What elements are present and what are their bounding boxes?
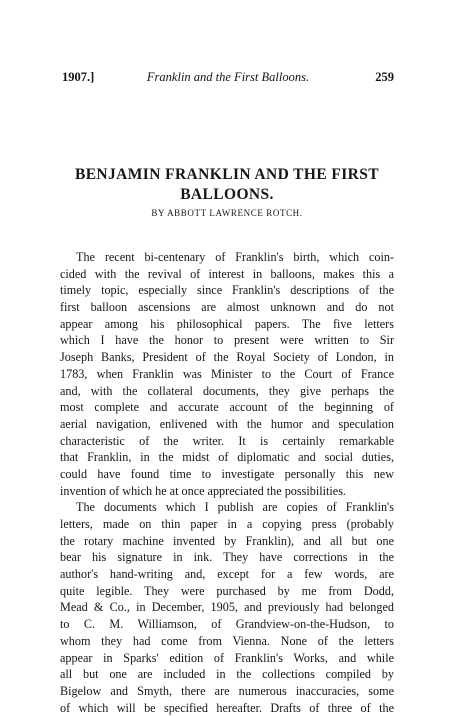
text-line: which I have the honor to present were written to Sir [60, 333, 394, 348]
text-line: all but one are included in the collections compiled by [60, 667, 394, 682]
text-line: bear his signature in ink. They have corrections in the [60, 550, 394, 565]
text-line: appear among his philosophical papers. The five letters [60, 316, 394, 331]
text-line: cided with the revival of interest in balloons, makes this a [60, 266, 394, 281]
article-title [60, 165, 394, 205]
article-byline: BY ABBOTT LAWRENCE ROTCH. [151, 208, 303, 218]
text-line: timely topic, especially since Franklin's descriptions of the [60, 283, 394, 298]
text-line: the rotary machine invented by Franklin), and all but one [60, 533, 394, 548]
running-head-title: Franklin and the First Balloons. [146, 70, 310, 84]
article-title-line: BALLOONS. [180, 186, 274, 203]
text-line: appear in Sparks' edition of Franklin's Works, and while [60, 650, 394, 665]
paragraph [60, 249, 394, 499]
text-line: invention of which he at once appreciated the possibilities. [60, 483, 346, 498]
text-line: first balloon ascensions are almost unknown and do not [60, 300, 394, 315]
text-line: The recent bi-centenary of Franklin's birth, which coin- [76, 250, 394, 264]
running-head [62, 69, 394, 85]
text-line: letters, made on thin paper in a copying press (probably [60, 517, 394, 531]
article-body [60, 249, 394, 716]
text-line: of which will be specified hereafter. Drafts of three of the [60, 700, 394, 715]
text-line: and, with the collateral documents, they give perhaps the [60, 383, 394, 398]
text-line: author's hand-writing and, except for a few words, are [60, 567, 394, 582]
text-line: Bigelow and Smyth, there are numerous inaccuracies, some [60, 683, 394, 698]
text-line: Joseph Banks, President of the Royal Society of London, in [60, 350, 394, 365]
article-title-line: BENJAMIN FRANKLIN AND THE FIRST [74, 166, 380, 183]
text-line: quite legible. They were purchased by me from Dodd, [60, 583, 394, 598]
text-line: characteristic of the writer. It is certainly remarkable [60, 433, 394, 448]
page-number: 259 [375, 70, 394, 84]
text-line: Mead & Co., in December, 1905, and previously had belonged [60, 600, 394, 615]
text-line: to C. M. Williamson, of Grandview-on-the-Hudson, to [60, 617, 394, 632]
text-line: aerial navigation, enlivened with the humor and speculation [60, 416, 394, 431]
text-line: that Franklin, in the midst of diplomatic and social duties, [60, 450, 394, 465]
text-line: The documents which I publish are copies of Franklin's [76, 500, 394, 515]
paragraph [60, 499, 394, 716]
text-line: most complete and accurate account of the beginning of [60, 400, 394, 415]
text-line: whom they had come from Vienna. None of the letters [60, 633, 394, 648]
running-head-year: 1907.] [62, 70, 95, 84]
text-line: could have found time to investigate personally this new [60, 466, 394, 481]
text-line: 1783, when Franklin was Minister to the Court of France [60, 366, 394, 381]
